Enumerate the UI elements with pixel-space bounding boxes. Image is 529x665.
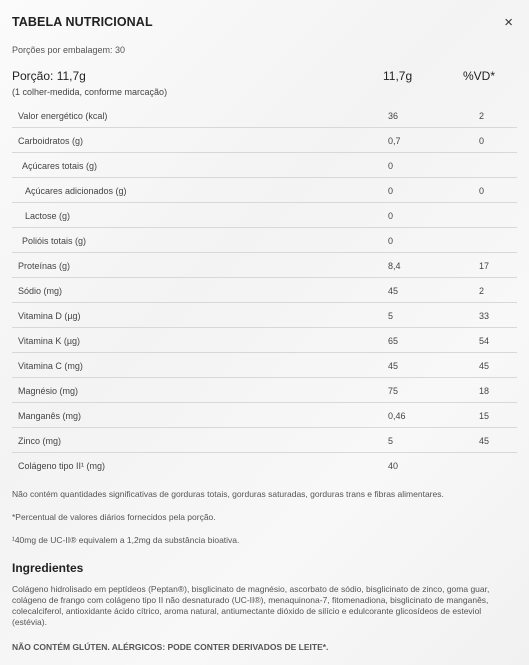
nutrient-amount: 65 <box>388 336 399 346</box>
table-row <box>12 353 517 378</box>
nutrient-name: Colágeno tipo II¹ (mg) <box>18 461 106 471</box>
table-row <box>12 178 517 203</box>
table-row <box>12 328 517 353</box>
nutrient-amount: 45 <box>388 286 399 296</box>
table-row <box>12 303 517 328</box>
nutrient-name: Proteínas (g) <box>18 261 71 271</box>
nutrient-daily-value: 45 <box>479 361 490 371</box>
servings-per-package: Porções por embalagem: 30 <box>12 45 126 55</box>
nutrient-name: Vitamina K (µg) <box>18 336 81 346</box>
nutrient-amount: 0 <box>388 161 394 171</box>
portion-label: Porção: 11,7g <box>12 69 86 83</box>
nutrition-table <box>12 103 517 478</box>
table-row <box>12 103 517 128</box>
nutrient-amount: 5 <box>388 436 394 446</box>
nutrient-name: Zinco (mg) <box>18 436 62 446</box>
close-icon[interactable]: × <box>504 14 513 31</box>
nutrient-amount: 75 <box>388 386 399 396</box>
ingredients-title: Ingredientes <box>12 561 84 575</box>
page-title: TABELA NUTRICIONAL <box>12 15 153 29</box>
nutrient-daily-value: 18 <box>479 386 490 396</box>
portion-description: (1 colher-medida, conforme marcação) <box>12 87 168 97</box>
nutrient-amount: 0 <box>388 186 394 196</box>
nutrient-daily-value: 45 <box>479 436 490 446</box>
nutrient-name: Valor energético (kcal) <box>18 111 108 121</box>
nutrient-name: Açúcares totais (g) <box>22 161 98 171</box>
nutrient-name: Lactose (g) <box>25 211 71 221</box>
nutrient-amount: 0 <box>388 211 394 221</box>
nutrient-amount: 36 <box>388 111 399 121</box>
nutrient-name: Magnésio (mg) <box>18 386 79 396</box>
nutrient-daily-value: 33 <box>479 311 490 321</box>
nutrient-name: Vitamina D (µg) <box>18 311 81 321</box>
nutrient-daily-value: 54 <box>479 336 490 346</box>
nutrient-name: Manganês (mg) <box>18 411 82 421</box>
percent-note: *Percentual de valores diários fornecidos pela porção. <box>12 512 216 522</box>
allergen-warning: NÃO CONTÉM GLÚTEN. ALÉRGICOS: PODE CONTER DERIVADOS DE LEITE*. <box>12 642 329 652</box>
daily-value-header: %VD* <box>463 69 496 83</box>
footnote: ¹40mg de UC-II® equivalem a 1,2mg da substância bioativa. <box>12 535 240 545</box>
nutrient-daily-value: 15 <box>479 411 490 421</box>
nutrient-name: Carboidratos (g) <box>18 136 84 146</box>
table-row <box>12 203 517 228</box>
nutrient-amount: 45 <box>388 361 399 371</box>
portion-header <box>12 69 517 85</box>
table-row <box>12 453 517 478</box>
nutrient-amount: 0,46 <box>388 411 406 421</box>
ingredients-text: Colágeno hidrolisado em peptídeos (Peptan®), bisglicinato de magnésio, ascorbato de sódio, bisglicinato de zinco, goma guar, colágeno de frango com colágeno tipo II não desnaturado (UC-II®), menaquinona-7, fitomenadiona, bisglicinato de manganês, colecalciferol, antioxidante ácido cítrico, aroma natural, antiumectante dióxido de silício e edulcorante glicosídeos de esteviol (estévia). <box>12 584 490 627</box>
nutrient-name: Sódio (mg) <box>18 286 63 296</box>
nutrient-daily-value: 0 <box>479 186 485 196</box>
nutrient-name: Vitamina C (mg) <box>18 361 83 371</box>
table-row <box>12 228 517 253</box>
table-row <box>12 428 517 453</box>
table-row <box>12 278 517 303</box>
nutrient-amount: 0 <box>388 236 394 246</box>
table-row <box>12 403 517 428</box>
nutrient-amount: 8,4 <box>388 261 401 271</box>
nutrient-amount: 40 <box>388 461 399 471</box>
nutrient-daily-value: 17 <box>479 261 490 271</box>
nutrient-amount: 0,7 <box>388 136 401 146</box>
table-row <box>12 153 517 178</box>
nutrient-amount: 5 <box>388 311 394 321</box>
nutrient-daily-value: 2 <box>479 286 485 296</box>
portion-amount-header: 11,7g <box>383 69 413 83</box>
nutrient-name: Açúcares adicionados (g) <box>25 186 127 196</box>
table-row <box>12 253 517 278</box>
nutrient-name: Polióis totais (g) <box>22 236 87 246</box>
nutrient-daily-value: 0 <box>479 136 485 146</box>
table-row <box>12 128 517 153</box>
nutrient-daily-value: 2 <box>479 111 485 121</box>
no-significant-note: Não contém quantidades significativas de gorduras totais, gorduras saturadas, gorduras trans e fibras alimentares. <box>12 489 444 499</box>
table-row <box>12 378 517 403</box>
